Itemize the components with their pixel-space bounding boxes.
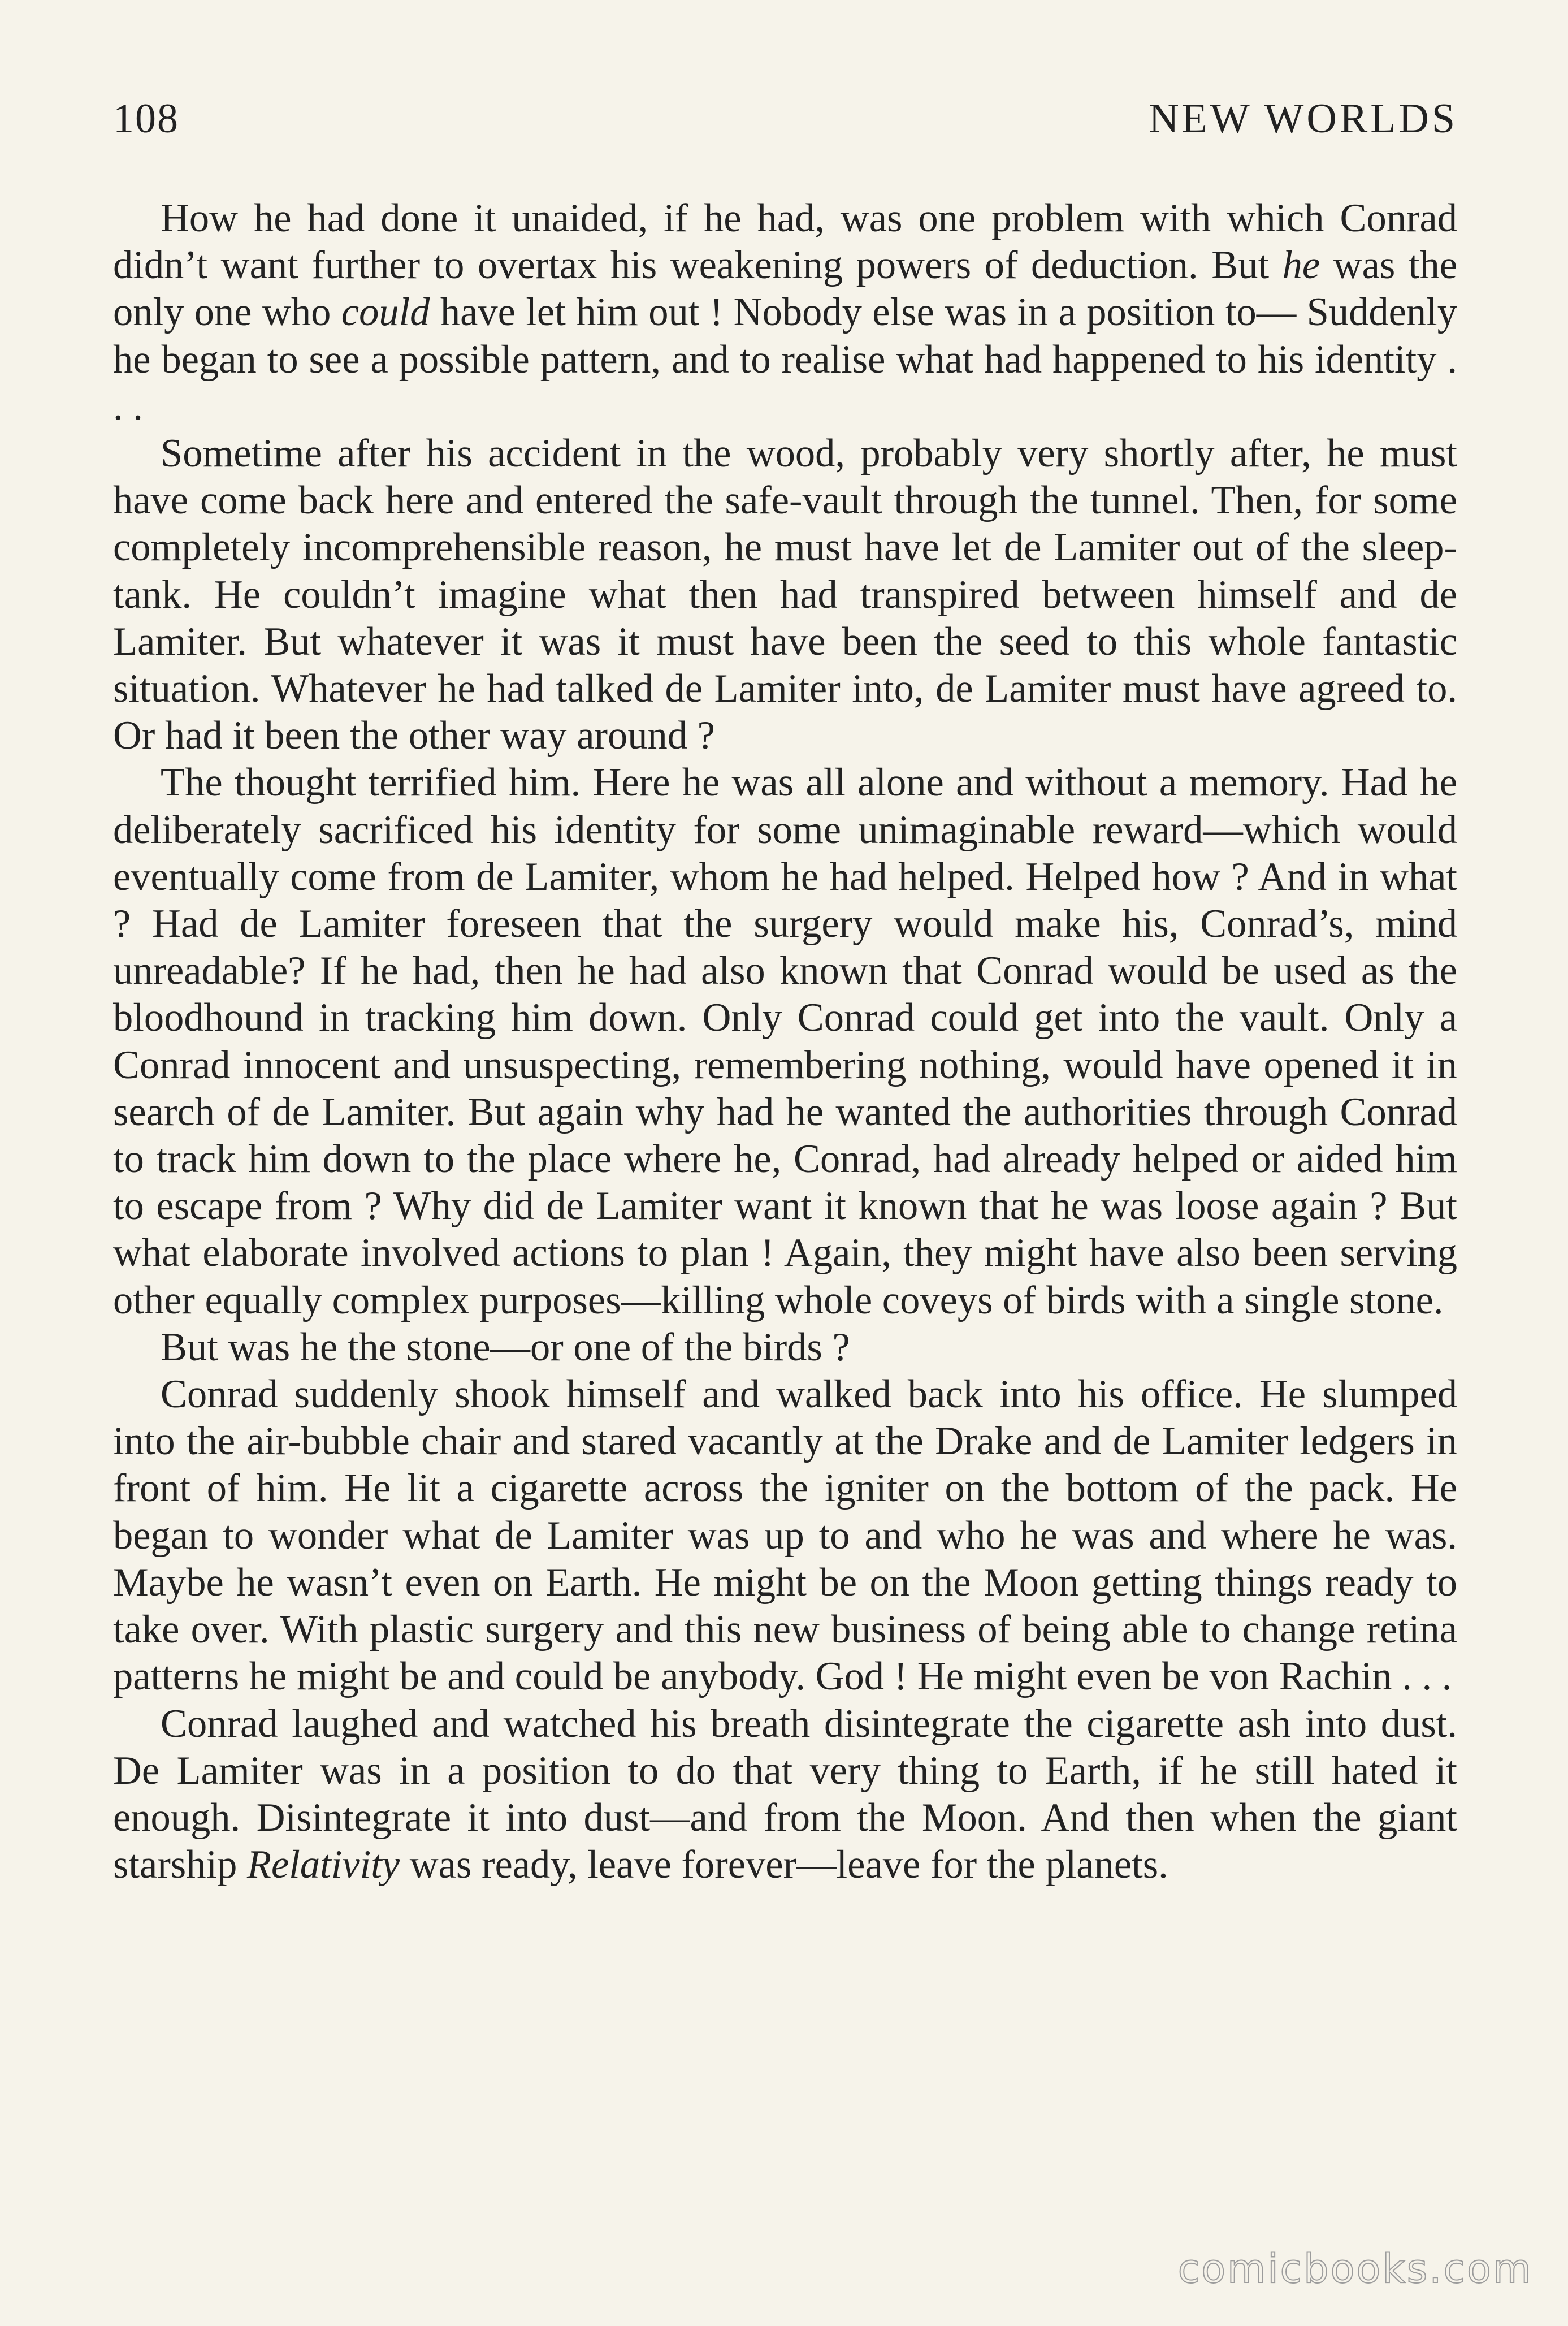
paragraph <box>113 1371 1457 1700</box>
text-run: The thought terrified him. Here he was all alone and without a memory. Had he deliberately sacrificed his identity for some unimaginable reward—which would eventually come from de Lamiter, whom he had helped. Helped how ? And in what ? Had de Lamiter foreseen that the surgery would make his, Conrad’s, mind unreadable? If he had, then he had also known that Conrad would be used as the bloodhound in tracking him down. Only Conrad could get into the vault. Only a Conrad innocent and unsuspecting, remembering nothing, would have opened it in search of de Lamiter. But again why had he wanted the authorities through Conrad to track him down to the place where he, Conrad, had already helped or aided him to escape from ? Why did de Lamiter want it known that he was loose again ? But what elaborate involved actions to plan ! Again, they might have also been serving other equally complex purposes—killing whole coveys of birds with a single stone. <box>113 760 1457 1322</box>
text-run: But was he the stone—or one of the birds ? <box>161 1325 850 1369</box>
paragraph <box>113 759 1457 1324</box>
page-number: 108 <box>113 96 179 142</box>
text-run: How he had done it unaided, if he had, was one problem with which Conrad didn’t want further to overtax his weakening powers of deduction. But <box>113 196 1457 288</box>
italic-text: Relativity <box>246 1843 400 1887</box>
paragraph <box>113 1324 1457 1371</box>
text-run: have let him out ! Nobody else was in a position to— Suddenly he began to see a possible pattern, and to realise what had happened to his identity . . . <box>113 290 1457 429</box>
body-text <box>113 195 1457 1888</box>
text-run: was ready, leave forever—leave for the planets. <box>400 1843 1168 1887</box>
text-run: was the only one who <box>113 243 1457 335</box>
italic-text: could <box>341 290 430 335</box>
italic-text: he <box>1282 243 1320 288</box>
text-run: Conrad laughed and watched his breath disintegrate the cigarette ash into dust. De Lamiter was in a position to do that very thing to Earth, if he still hated it enough. Disintegrate it into dust—and from the Moon. And then when the giant starship <box>113 1701 1457 1887</box>
text-run: Conrad suddenly shook himself and walked back into his office. He slumped into the air-bubble chair and stared vacantly at the Drake and de Lamiter ledgers in front of him. He lit a cigarette across the igniter on the bottom of the pack. He began to wonder what de Lamiter was up to and who he was and where he was. Maybe he wasn’t even on Earth. He might be on the Moon getting things ready to take over. With plastic surgery and this new business of being able to change retina patterns he might be and could be anybody. God ! He might even be von Rachin . . . <box>113 1372 1457 1699</box>
text-run: Sometime after his accident in the wood, probably very shortly after, he must have come back here and entered the safe-vault through the tunnel. Then, for some completely incomprehensible reason, he must have let de Lamiter out of the sleep-tank. He couldn’t imagine what then had transpired between himself and de Lamiter. But whatever it was it must have been the seed to this whole fantastic situation. Whatever he had talked de Lamiter into, de Lamiter must have agreed to. Or had it been the other way around ? <box>113 431 1457 758</box>
watermark: comicbooks.com <box>1177 2246 1533 2292</box>
running-head: NEW WORLDS <box>1149 96 1458 142</box>
page-header <box>113 95 1458 152</box>
paragraph <box>113 430 1457 759</box>
paragraph <box>113 1701 1457 1889</box>
paragraph <box>113 195 1457 430</box>
